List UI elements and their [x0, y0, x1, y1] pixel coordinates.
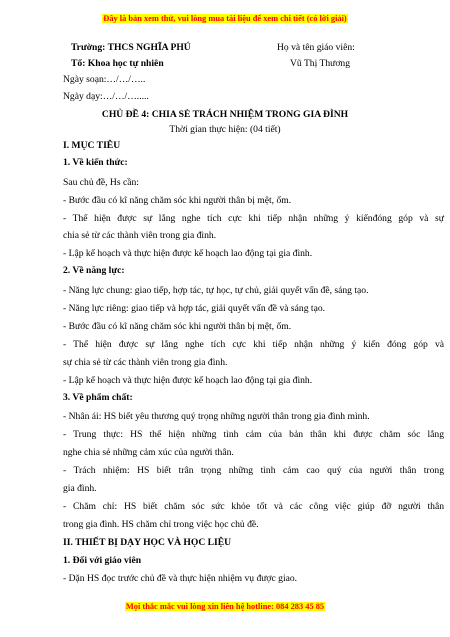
skills-item: - Bước đầu có kĩ năng chăm sóc khi người thân bị mệt, ốm.: [63, 321, 292, 332]
section-heading-equipment: II. THIẾT BỊ DẠY HỌC VÀ HỌC LIỆU: [63, 537, 232, 548]
subheading-knowledge: 1. Về kiến thức:: [63, 157, 128, 168]
skills-item: - Thể hiện được sự lắng nghe tích cực khi tiếp nhận những ý kiến đóng góp và: [63, 339, 444, 350]
qualities-item: - Trung thực: HS thể hiện những tình cảm của bản thân khi được chăm sóc lắng: [63, 429, 444, 440]
subheading-skills: 2. Về năng lực:: [63, 265, 125, 276]
date-taught: Ngày dạy:…/…/….....: [63, 91, 149, 102]
section-heading-objectives: I. MỤC TIÊU: [63, 140, 121, 151]
skills-item: - Năng lực riêng: giao tiếp và hợp tác, giải quyết vấn đề và sáng tạo.: [63, 303, 326, 314]
preview-notice-banner: Đây là bản xem thử, vui lòng mua tài liệu để xem chi tiết (có lời giải): [103, 14, 347, 23]
subheading-teacher: 1. Đối với giáo viên: [63, 555, 142, 566]
skills-item: - Năng lực chung: giao tiếp, hợp tác, tự học, tự chủ, giải quyết vấn đề, sáng tạo.: [63, 285, 369, 296]
date-prepared: Ngày soạn:…/…/…..: [63, 74, 146, 85]
duration: Thời gian thực hiện: (04 tiết): [169, 124, 281, 135]
hotline-banner: Mọi thắc mắc vui lòng xin liên hệ hotline: 084 283 45 85: [125, 602, 325, 611]
qualities-item: - Trách nhiệm: HS biết trân trọng những tình cảm cao quý của người thân trong: [63, 465, 444, 476]
school-name: Trường: THCS NGHĨA PHÚ: [71, 42, 191, 53]
teacher-item: - Dặn HS đọc trước chủ đề và thực hiện nhiệm vụ được giao.: [63, 573, 298, 584]
knowledge-item: - Bước đầu có kĩ năng chăm sóc khi người thân bị mệt, ốm.: [63, 195, 292, 206]
qualities-item: trong gia đình. HS chăm chỉ trong việc học chủ đề.: [63, 519, 259, 530]
qualities-item: nghe chia sẻ những cảm xúc của người thân.: [63, 447, 234, 458]
skills-item: sự chia sẻ từ các thành viên trong gia đình.: [63, 357, 228, 368]
qualities-item: - Nhân ái: HS biết yêu thương quý trọng những người thân trong gia đình mình.: [63, 411, 370, 422]
knowledge-item: - Lập kế hoạch và thực hiện được kế hoạch lao động tại gia đình.: [63, 248, 313, 259]
qualities-item: - Chăm chỉ: HS biết chăm sóc sức khỏe tốt và các công việc giúp đỡ người thân: [63, 501, 444, 512]
page-title: CHỦ ĐỀ 4: CHIA SẺ TRÁCH NHIỆM TRONG GIA ĐÌNH: [101, 109, 349, 120]
department-name: Tổ: Khoa học tự nhiên: [71, 58, 164, 69]
teacher-name: Vũ Thị Thương: [290, 58, 351, 69]
teacher-label: Họ và tên giáo viên:: [277, 42, 355, 53]
skills-item: - Lập kế hoạch và thực hiện được kế hoạch lao động tại gia đình.: [63, 375, 313, 386]
subheading-qualities: 3. Về phẩm chất:: [63, 392, 133, 403]
qualities-item: gia đình.: [63, 483, 97, 494]
knowledge-item: - Thể hiện được sự lắng nghe tích cực khi tiếp nhận những ý kiếnđóng góp và sự: [63, 213, 444, 224]
knowledge-item: chia sẻ từ các thành viên trong gia đình.: [63, 230, 217, 241]
knowledge-intro: Sau chủ đề, Hs cần:: [63, 177, 139, 188]
